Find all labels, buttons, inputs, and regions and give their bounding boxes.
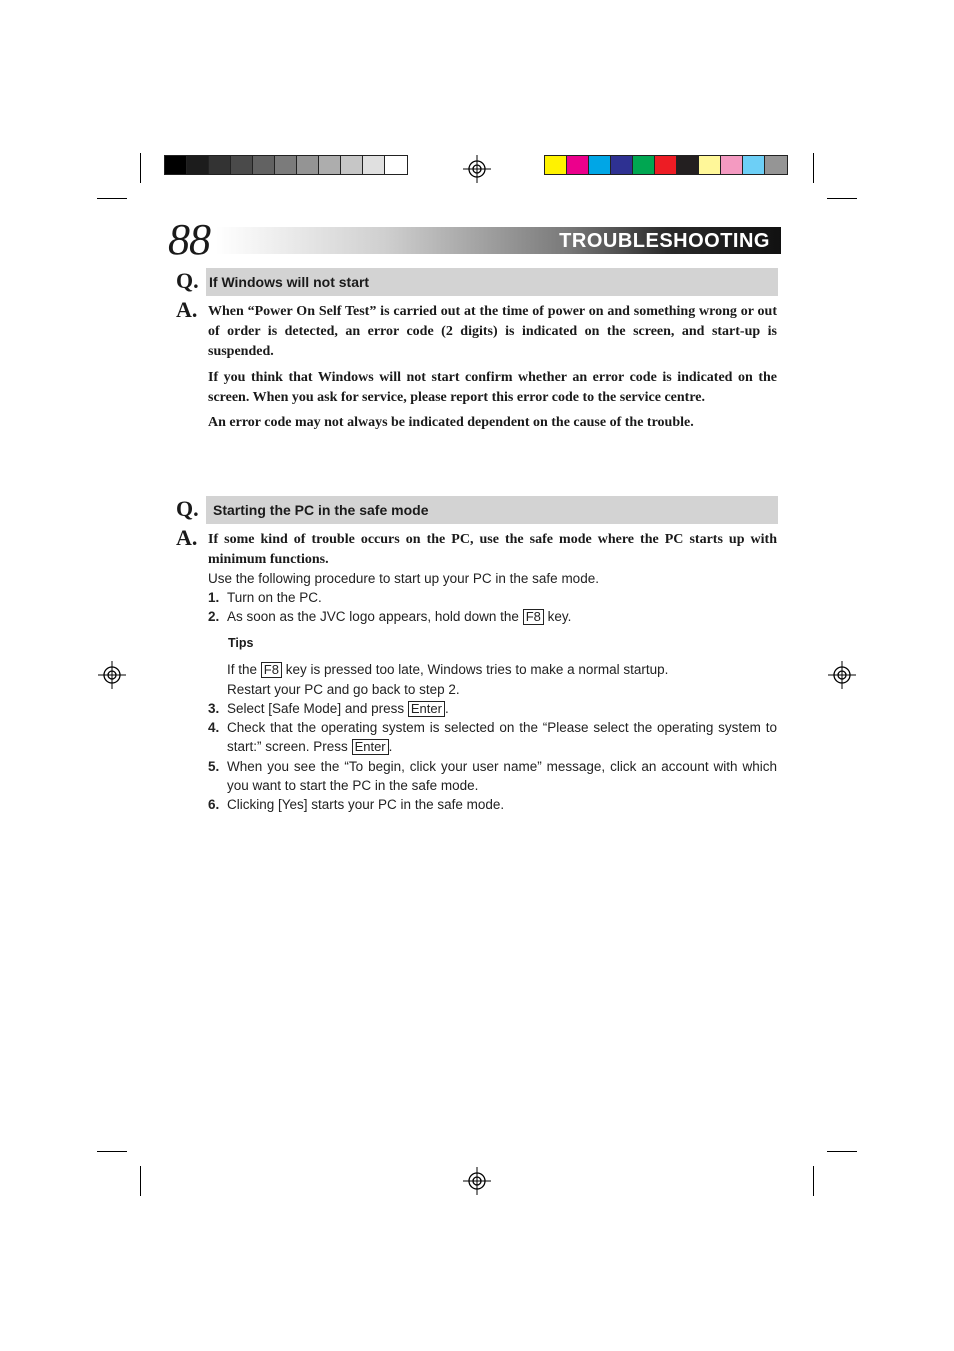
color-swatch [567, 156, 589, 174]
color-swatch [231, 156, 253, 174]
registration-target-icon [98, 661, 126, 689]
question-mark-label: Q. [176, 268, 199, 293]
color-swatch [633, 156, 655, 174]
step-item [208, 718, 777, 756]
step-item [208, 795, 777, 814]
step-text [227, 607, 777, 626]
answer-paragraph: An error code may not always be indicated dependent on the cause of the trouble. [208, 415, 694, 430]
answer-paragraph: If you think that Windows will not start confirm whether an error code is indicated on the screen. When you ask for service, please report this error code to the service centre. [208, 370, 777, 405]
color-swatch [655, 156, 677, 174]
step-number: 6. [208, 797, 220, 812]
color-swatch [319, 156, 341, 174]
tips-label: Tips [228, 636, 254, 650]
crop-mark [97, 1151, 127, 1152]
step-item [208, 588, 777, 607]
step-number: 4. [208, 720, 220, 735]
question-mark-label: Q. [176, 496, 199, 521]
registration-target-icon [463, 1167, 491, 1195]
color-swatch [275, 156, 297, 174]
step-text-part: key. [547, 609, 572, 624]
section-title: TROUBLESHOOTING [559, 230, 770, 252]
color-swatch [363, 156, 385, 174]
crop-mark [827, 1151, 857, 1152]
page-number: 88 [168, 215, 210, 264]
step-text [227, 699, 777, 718]
registration-target-icon [828, 661, 856, 689]
crop-mark [140, 1166, 141, 1196]
color-swatch [385, 156, 407, 174]
color-swatch [589, 156, 611, 174]
step-text-part: Check that the operating system is selected on the “Please select the operating system to start:” screen. Press [227, 720, 777, 754]
step-text [227, 718, 777, 756]
step-text: When you see the “To begin, click your user name” message, click an account with which you want to start the PC in the safe mode. [227, 759, 777, 793]
tip-line: Restart your PC and go back to step 2. [227, 682, 460, 697]
keycap-enter: Enter [352, 739, 389, 755]
step-text-part: . [388, 739, 393, 754]
crop-mark [813, 1166, 814, 1196]
color-swatch [677, 156, 699, 174]
color-swatch [187, 156, 209, 174]
step-text-part: Select [Safe Mode] and press [227, 701, 405, 716]
crop-mark [827, 198, 857, 199]
tip-text-part: key is pressed too late, Windows tries to make a normal startup. [285, 662, 669, 677]
question-text: If Windows will not start [209, 274, 370, 290]
step-text-part: As soon as the JVC logo appears, hold down the [227, 609, 519, 624]
answer-mark-label: A. [176, 297, 198, 322]
tip-text-part: If the [227, 662, 258, 677]
color-swatch [699, 156, 721, 174]
color-swatch [611, 156, 633, 174]
color-swatch [545, 156, 567, 174]
process-color-bar [544, 155, 788, 175]
step-number: 2. [208, 609, 220, 624]
answer-intro: If some kind of trouble occurs on the PC, use the safe mode where the PC starts up with minimum functions. [208, 532, 777, 567]
registration-target-icon [463, 155, 491, 183]
crop-mark [813, 153, 814, 183]
answer-mark-label: A. [176, 525, 198, 550]
step-number: 1. [208, 590, 220, 605]
step-text-part: . [444, 701, 449, 716]
question-heading [206, 496, 778, 524]
crop-mark [97, 198, 127, 199]
step-text: Turn on the PC. [227, 590, 322, 605]
step-item [208, 757, 777, 795]
step-text: Clicking [Yes] starts your PC in the safe mode. [227, 797, 505, 812]
question-text: Starting the PC in the safe mode [213, 502, 429, 518]
color-swatch [165, 156, 187, 174]
step-number: 5. [208, 759, 220, 774]
keycap-f8: F8 [523, 609, 544, 625]
procedure-intro: Use the following procedure to start up your PC in the safe mode. [208, 571, 599, 586]
color-swatch [341, 156, 363, 174]
color-swatch [209, 156, 231, 174]
tip-line [227, 660, 777, 679]
step-number: 3. [208, 701, 220, 716]
question-heading [206, 268, 778, 296]
color-swatch [765, 156, 787, 174]
color-swatch [297, 156, 319, 174]
color-swatch [253, 156, 275, 174]
step-item [208, 699, 777, 718]
keycap-enter: Enter [408, 701, 445, 717]
crop-mark [140, 153, 141, 183]
step-item [208, 607, 777, 626]
answer-paragraph: When “Power On Self Test” is carried out at the time of power on and something wrong or out of order is detected, an error code (2 digits) is indicated on the screen, and start-up is suspended. [208, 304, 777, 359]
grayscale-color-bar [164, 155, 408, 175]
color-swatch [743, 156, 765, 174]
keycap-f8: F8 [261, 662, 282, 678]
color-swatch [721, 156, 743, 174]
